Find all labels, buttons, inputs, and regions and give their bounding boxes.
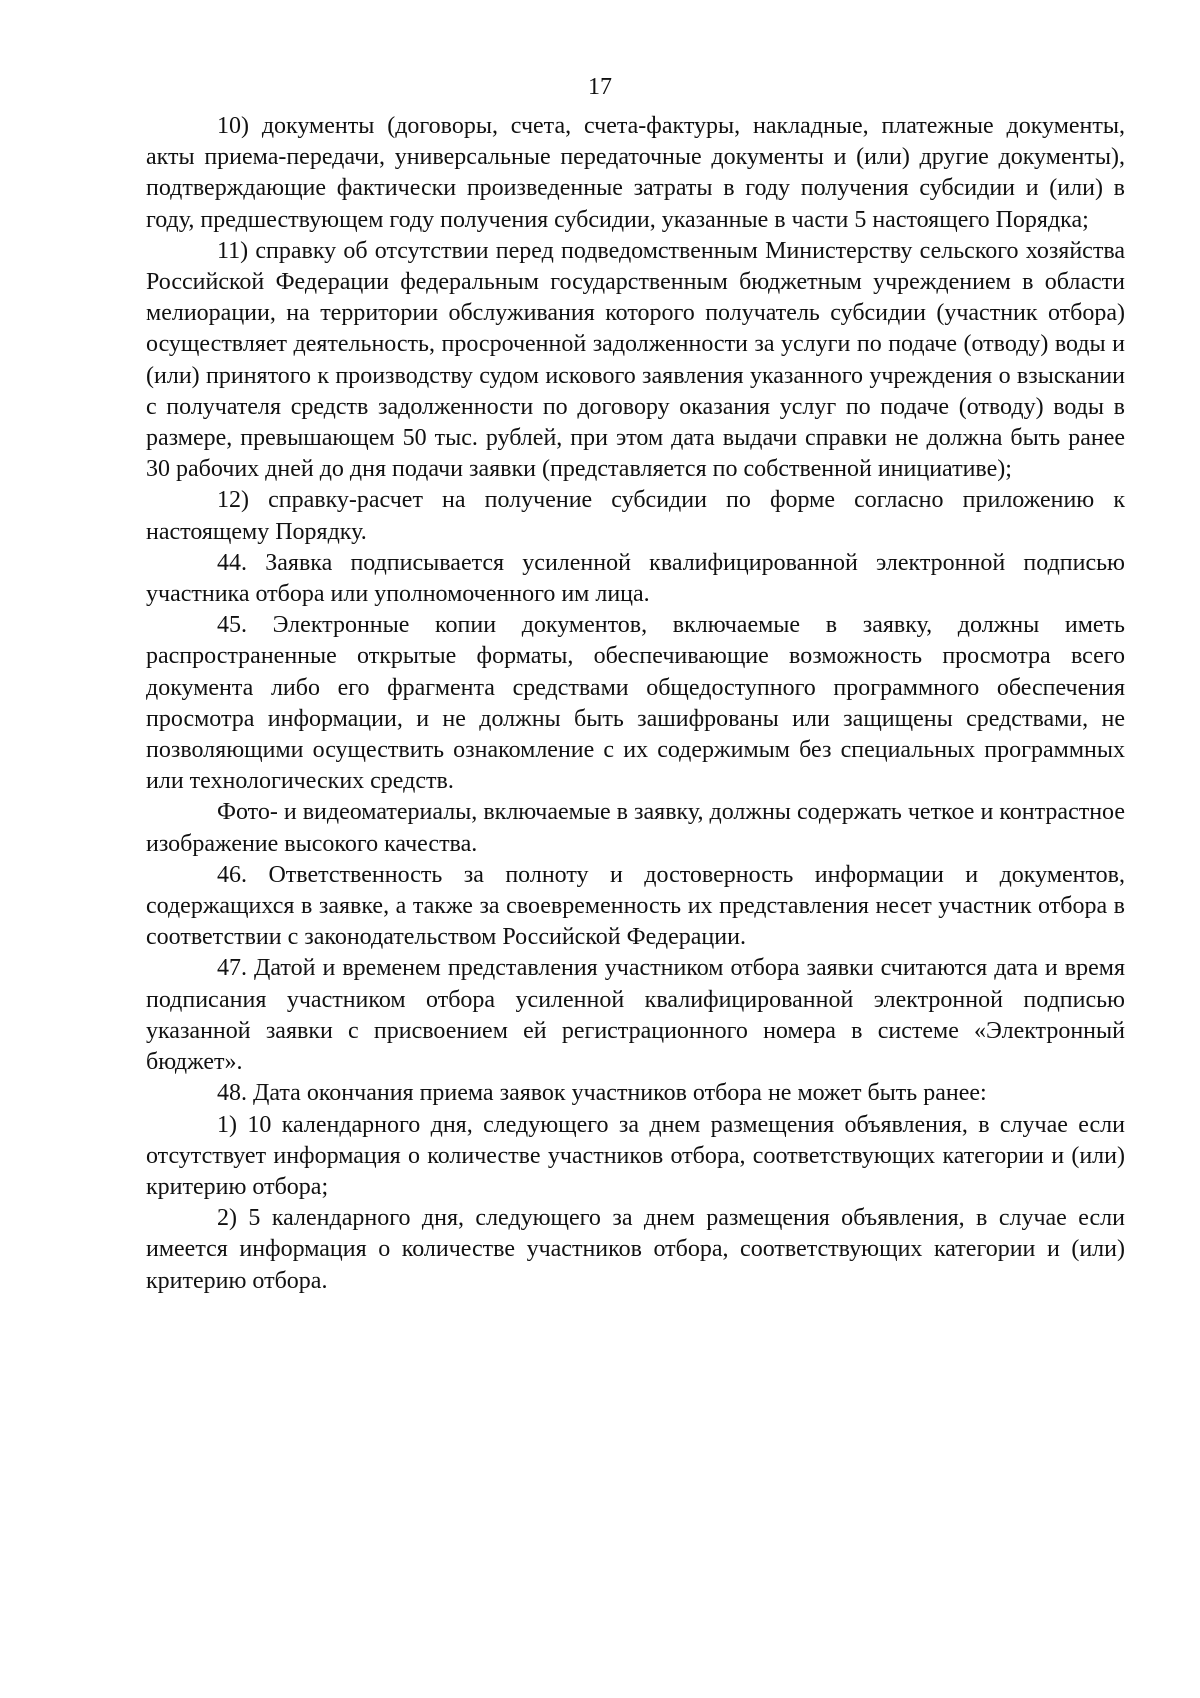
clause-48-item-2: 2) 5 календарного дня, следующего за днем размещения объявления, в случае если имеется информация о количестве участников отбора, соответствующих категории и (или) критерию отбора.	[146, 1205, 1125, 1294]
clause-45-media: Фото- и видеоматериалы, включаемые в заявку, должны содержать четкое и контрастное изображение высокого качества.	[146, 799, 1125, 857]
item-12-calculation: 12) справку-расчет на получение субсидии по форме согласно приложению к настоящему Порядку.	[146, 487, 1125, 545]
page-number: 17	[588, 74, 612, 100]
item-11-certificate: 11) справку об отсутствии перед подведомственным Министерству сельского хозяйства Российской Федерации федеральным государственным бюджетным учреждением в области мелиорации, на территории обслуживания которого получатель субсидии (участник отбора) осуществляет деятельность, просроченной задолженности за услуги по подаче (отводу) воды и (или) принятого к производству судом искового заявления указанного учреждения о взыскании с получателя средств задолженности по договору оказания услуг по подаче (отводу) воды в размере, превышающем 50 тыс. рублей, при этом дата выдачи справки не должна быть ранее 30 рабочих дней до дня подачи заявки (представляется по собственной инициативе);	[146, 237, 1125, 483]
item-10-documents: 10) документы (договоры, счета, счета-фактуры, накладные, платежные документы, акты приема-передачи, универсальные передаточные документы и (или) другие документы), подтверждающие фактически произведенные затраты в году получения субсидии и (или) в году, предшествующем году получения субсидии, указанные в части 5 настоящего Порядка;	[146, 113, 1125, 233]
clause-44: 44. Заявка подписывается усиленной квалифицированной электронной подписью участника отбора или уполномоченного им лица.	[146, 549, 1125, 608]
clause-47: 47. Датой и временем представления участником отбора заявки считаются дата и время подписания участником отбора усиленной квалифицированной электронной подписью указанной заявки с присвоением ей регистрационного номера в системе «Электронный бюджет».	[146, 955, 1125, 1076]
clause-48-item-1: 1) 10 календарного дня, следующего за днем размещения объявления, в случае если отсутствует информация о количестве участников отбора, соответствующих категории и (или) критерию отбора;	[146, 1111, 1125, 1200]
clause-45: 45. Электронные копии документов, включаемые в заявку, должны иметь распространенные открытые форматы, обеспечивающие возможность просмотра всего документа либо его фрагмента средствами общедоступного программного обеспечения просмотра информации, и не должны быть зашифрованы или защищены средствами, не позволяющими осуществить ознакомление с их содержимым без специальных программных или технологических средств.	[146, 612, 1125, 795]
document-body	[146, 111, 1125, 1297]
clause-48: 48. Дата окончания приема заявок участников отбора не может быть ранее:	[217, 1080, 987, 1107]
clause-46: 46. Ответственность за полноту и достоверность информации и документов, содержащихся в заявке, а также за своевременность их представления несет участник отбора в соответствии с законодательством Российской Федерации.	[146, 861, 1125, 951]
